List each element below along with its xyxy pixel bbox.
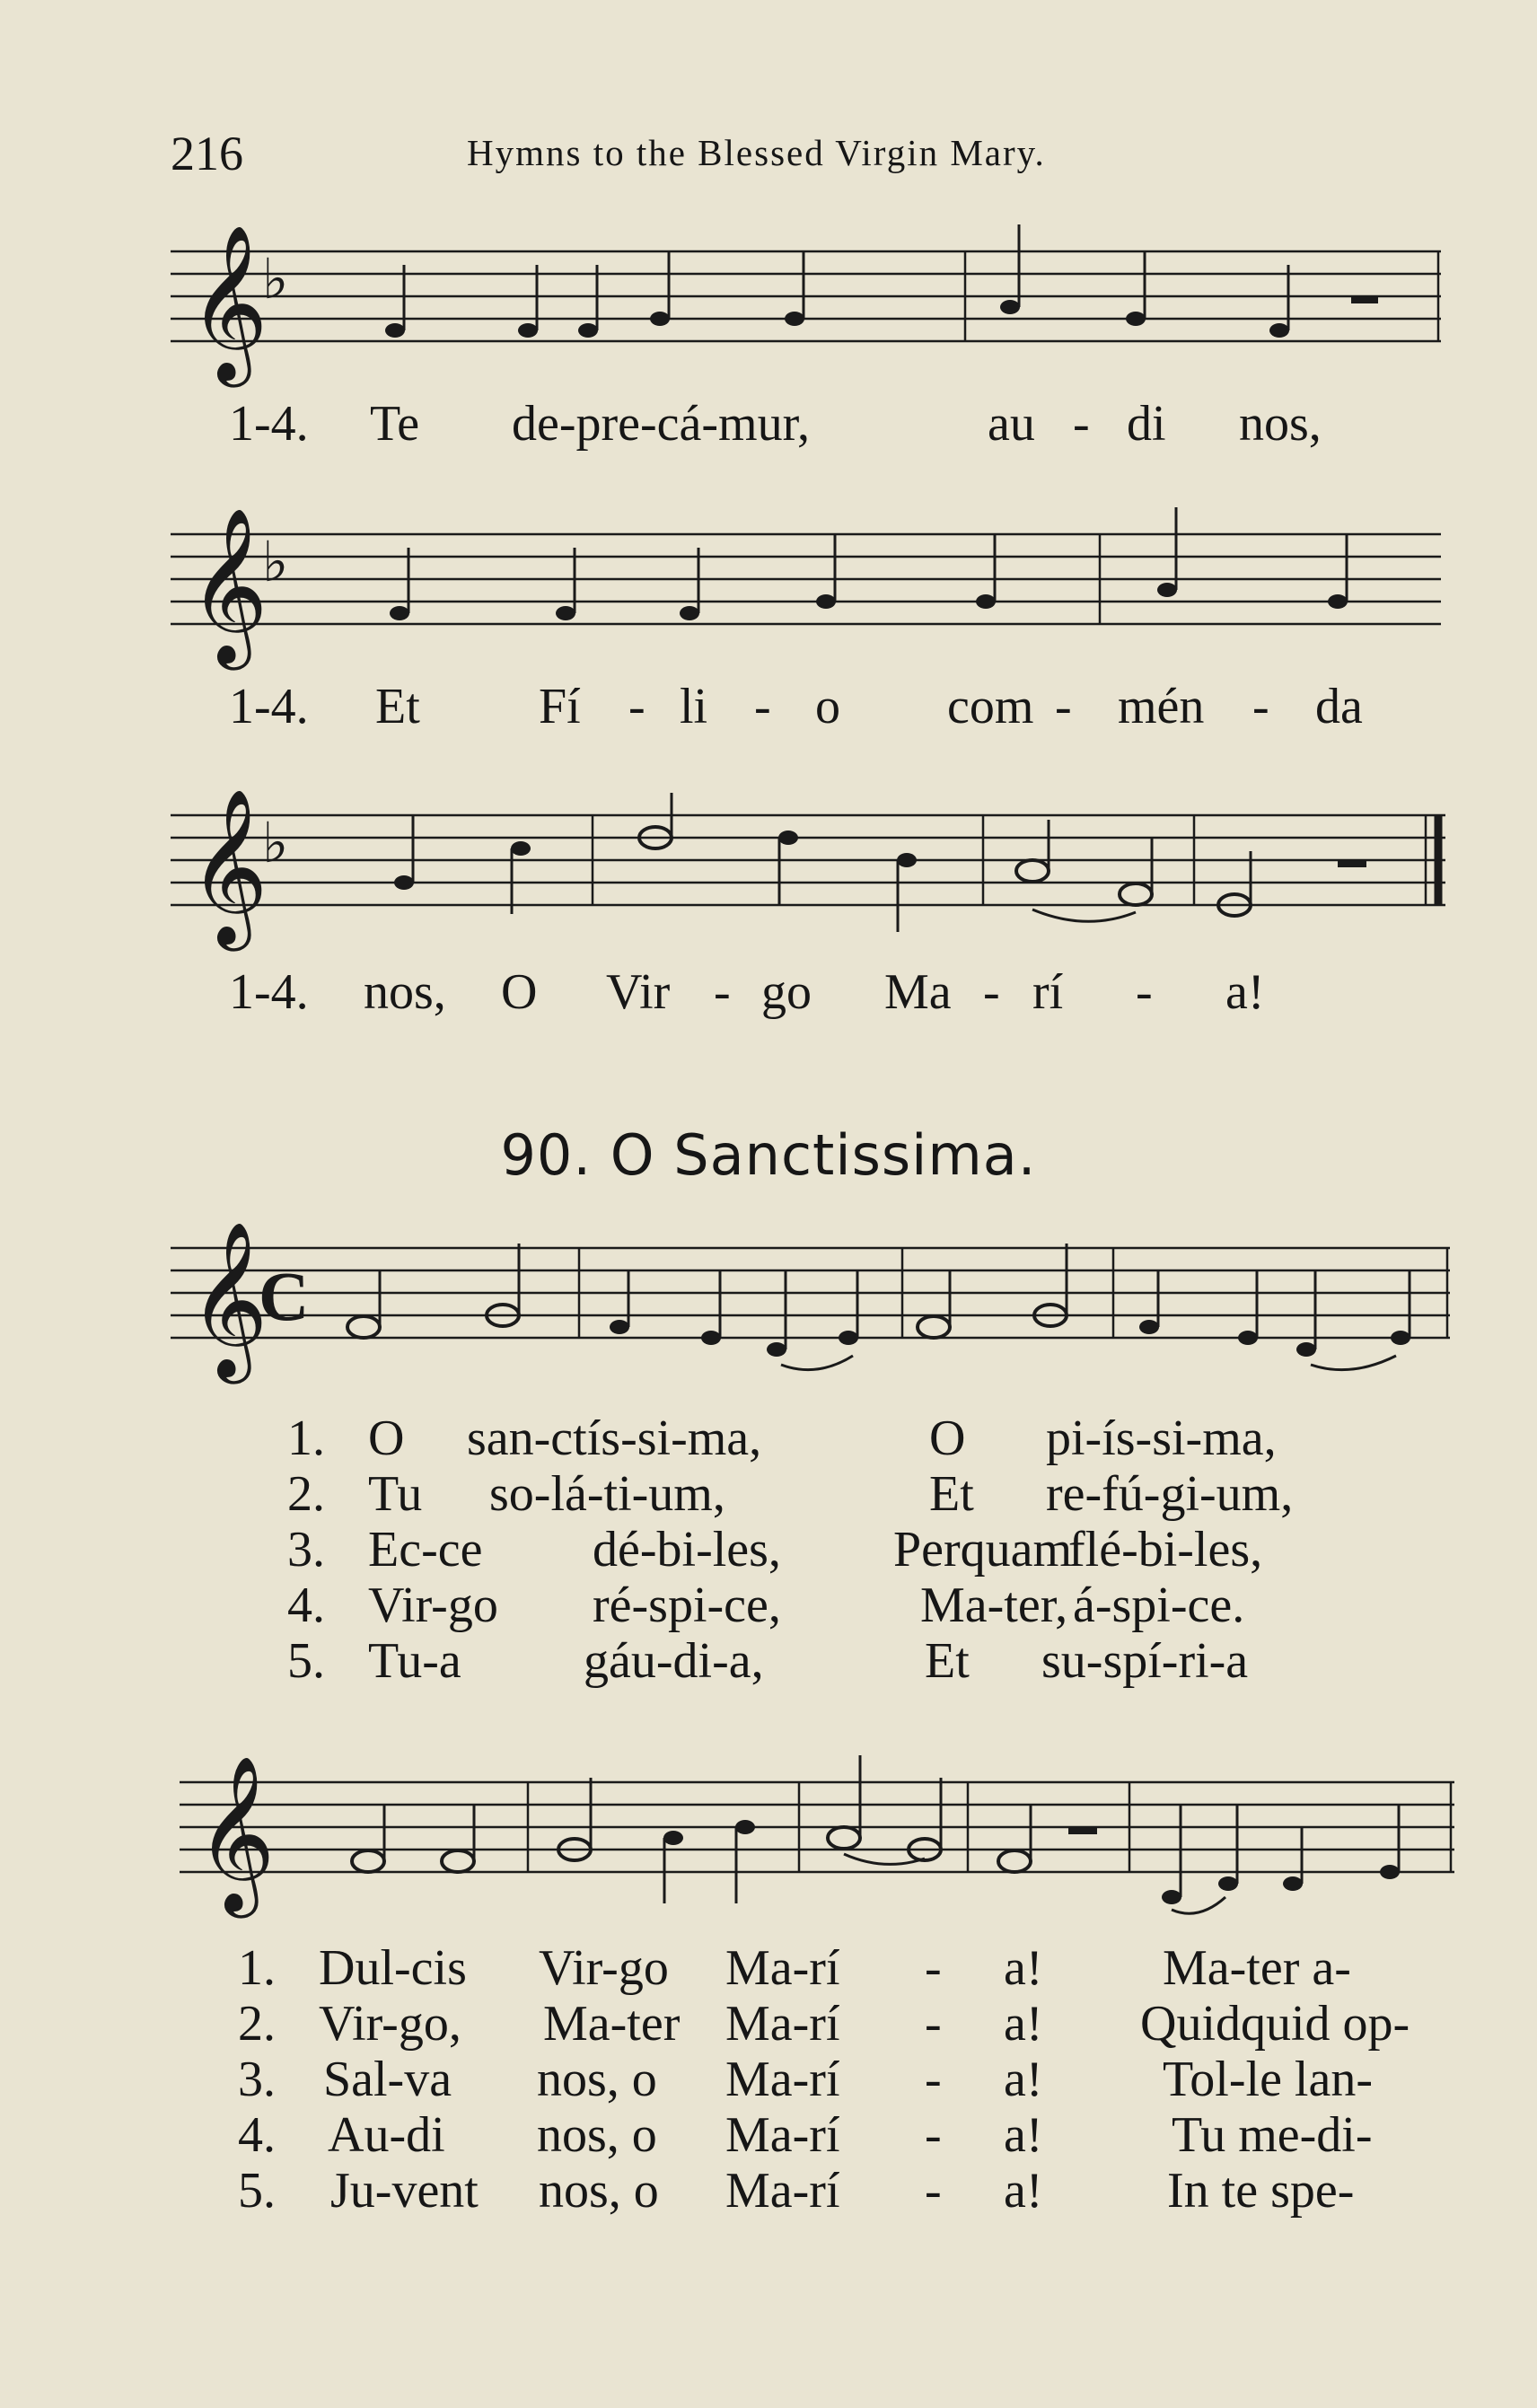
lyric-syllable: Tu	[368, 1466, 423, 1522]
lyric-syllable: Vir-go,	[319, 1996, 461, 2052]
lyric-syllable: nos, o	[539, 2163, 659, 2219]
lyric-syllable: -	[1055, 679, 1072, 734]
lyric-syllable: Ma-ter	[543, 1996, 681, 2052]
lyric-syllable: O	[501, 964, 538, 1020]
lyric-syllable: so-lá-ti-um,	[489, 1466, 725, 1522]
lyric-syllable: nos,	[1239, 396, 1322, 452]
lyric-syllable: Ma-rí	[725, 1996, 840, 2052]
lyric-syllable: 5.	[287, 1633, 325, 1689]
lyric-syllable: com	[947, 679, 1034, 734]
lyric-line	[0, 1465, 1537, 1521]
lyric-syllable: O	[929, 1411, 966, 1466]
svg-text:𝄞: 𝄞	[189, 788, 268, 945]
lyric-line	[0, 1521, 1537, 1577]
lyric-line	[0, 1410, 1537, 1465]
lyric-syllable: Ma-rí	[725, 2107, 840, 2163]
lyric-syllable: san-ctís-si-ma,	[467, 1411, 762, 1466]
lyric-syllable: -	[925, 1996, 942, 2052]
svg-text:C: C	[259, 1257, 310, 1335]
svg-text:𝄞: 𝄞	[189, 1221, 268, 1377]
lyric-syllable: a!	[1004, 1996, 1043, 2052]
lyric-syllable: Et	[925, 1633, 970, 1689]
lyric-syllable: rí	[1032, 964, 1064, 1020]
lyric-syllable: Et	[929, 1466, 974, 1522]
lyric-syllable: 1-4.	[229, 679, 309, 734]
lyric-syllable: Vir	[606, 964, 671, 1020]
lyric-syllable: 1.	[287, 1411, 325, 1466]
lyric-syllable: au	[988, 396, 1035, 452]
lyric-syllable: Tu-a	[368, 1633, 461, 1689]
lyric-syllable: nos,	[364, 964, 446, 1020]
lyric-syllable: 1-4.	[229, 964, 309, 1020]
lyric-syllable: 4.	[287, 1578, 325, 1633]
lyric-syllable: nos, o	[537, 2052, 657, 2107]
lyric-syllable: -	[925, 2107, 942, 2163]
lyric-syllable: -	[1073, 396, 1090, 452]
lyric-syllable: 4.	[238, 2107, 276, 2163]
lyric-syllable: su-spí-ri-a	[1041, 1633, 1249, 1689]
lyric-syllable: -	[628, 679, 646, 734]
lyric-syllable: de-pre-cá-mur,	[512, 396, 810, 452]
lyric-syllable: li	[680, 679, 708, 734]
lyric-syllable: Ma-rí	[725, 2163, 840, 2219]
lyric-syllable: ré-spi-ce,	[593, 1578, 781, 1633]
lyric-syllable: -	[1136, 964, 1153, 1020]
lyric-line	[0, 2051, 1537, 2106]
lyric-syllable: nos, o	[537, 2107, 657, 2163]
lyric-syllable: Ma-rí	[725, 2052, 840, 2107]
lyric-syllable: -	[925, 2163, 942, 2219]
lyric-line	[0, 1939, 1537, 1995]
lyric-syllable: Vir-go	[368, 1578, 498, 1633]
lyric-syllable: Sal-va	[323, 2052, 452, 2107]
lyric-syllable: 2.	[238, 1996, 276, 2052]
lyric-syllable: Te	[370, 396, 420, 452]
lyric-syllable: Tol-le lan-	[1163, 2052, 1373, 2107]
lyric-line	[0, 2106, 1537, 2162]
lyric-syllable: a!	[1004, 2163, 1043, 2219]
lyric-syllable: 3.	[238, 2052, 276, 2107]
lyric-syllable: Au-di	[328, 2107, 445, 2163]
lyric-syllable: -	[714, 964, 731, 1020]
page-number: 216	[171, 127, 243, 180]
lyric-line	[0, 2162, 1537, 2218]
lyric-syllable: Ec-ce	[368, 1522, 483, 1578]
lyric-syllable: Ju-vent	[330, 2163, 479, 2219]
hymn-title: 90. O Sanctissima.	[500, 1122, 1037, 1188]
lyric-syllable: o	[815, 679, 840, 734]
lyric-syllable: Ma	[884, 964, 952, 1020]
svg-text:𝄞: 𝄞	[196, 1755, 276, 1911]
svg-text:𝄞: 𝄞	[189, 507, 268, 664]
lyric-syllable: 2.	[287, 1466, 325, 1522]
lyric-syllable: 5.	[238, 2163, 276, 2219]
lyric-syllable: Vir-go	[539, 1940, 669, 1996]
running-header: Hymns to the Blessed Virgin Mary.	[467, 132, 1046, 173]
lyric-syllable: á-spi-ce.	[1073, 1578, 1245, 1633]
lyric-syllable: pi-ís-si-ma,	[1046, 1411, 1277, 1466]
lyric-syllable: a!	[1004, 1940, 1043, 1996]
lyric-syllable: -	[983, 964, 1000, 1020]
lyric-line	[0, 395, 1537, 451]
lyric-line	[0, 1995, 1537, 2051]
lyric-syllable: Perquam	[893, 1522, 1073, 1578]
lyric-syllable: Ma-ter a-	[1163, 1940, 1351, 1996]
music-staff-1	[0, 224, 1537, 404]
music-staff-3	[0, 788, 1537, 968]
lyric-syllable: flé-bi-les,	[1068, 1522, 1263, 1578]
lyric-syllable: 1.	[238, 1940, 276, 1996]
lyric-syllable: Tu me-di-	[1172, 2107, 1373, 2163]
lyric-syllable: a!	[1004, 2107, 1043, 2163]
lyric-syllable: 3.	[287, 1522, 325, 1578]
lyric-syllable: gáu-di-a,	[584, 1633, 764, 1689]
lyric-syllable: di	[1127, 396, 1166, 452]
lyric-syllable: a!	[1004, 2052, 1043, 2107]
lyric-syllable: Ma-ter,	[920, 1578, 1068, 1633]
lyric-syllable: -	[754, 679, 771, 734]
lyric-syllable: Ma-rí	[725, 1940, 840, 1996]
lyric-syllable: da	[1315, 679, 1363, 734]
lyric-syllable: -	[925, 1940, 942, 1996]
lyric-syllable: -	[925, 2052, 942, 2107]
music-staff-2	[0, 507, 1537, 687]
svg-text:♭: ♭	[262, 246, 289, 312]
lyric-syllable: go	[761, 964, 812, 1020]
lyric-syllable: O	[368, 1411, 405, 1466]
music-staff-4	[0, 1221, 1537, 1401]
lyric-syllable: Quidquid op-	[1140, 1996, 1410, 2052]
svg-text:𝄞: 𝄞	[189, 224, 268, 381]
lyric-syllable: mén	[1118, 679, 1205, 734]
lyric-line	[0, 963, 1537, 1019]
lyric-syllable: Et	[375, 679, 420, 734]
lyric-line	[0, 1577, 1537, 1632]
lyric-line	[0, 1632, 1537, 1688]
lyric-syllable: -	[1252, 679, 1269, 734]
lyric-syllable: In te spe-	[1167, 2163, 1355, 2219]
lyric-syllable: dé-bi-les,	[593, 1522, 781, 1578]
lyric-syllable: a!	[1225, 964, 1265, 1020]
lyric-syllable: 1-4.	[229, 396, 309, 452]
music-staff-5	[0, 1755, 1537, 1935]
lyric-syllable: re-fú-gi-um,	[1046, 1466, 1294, 1522]
lyric-syllable: Dul-cis	[319, 1940, 467, 1996]
svg-text:♭: ♭	[262, 810, 289, 875]
svg-text:♭: ♭	[262, 529, 289, 594]
lyric-syllable: Fí	[539, 679, 581, 734]
lyric-line	[0, 678, 1537, 734]
